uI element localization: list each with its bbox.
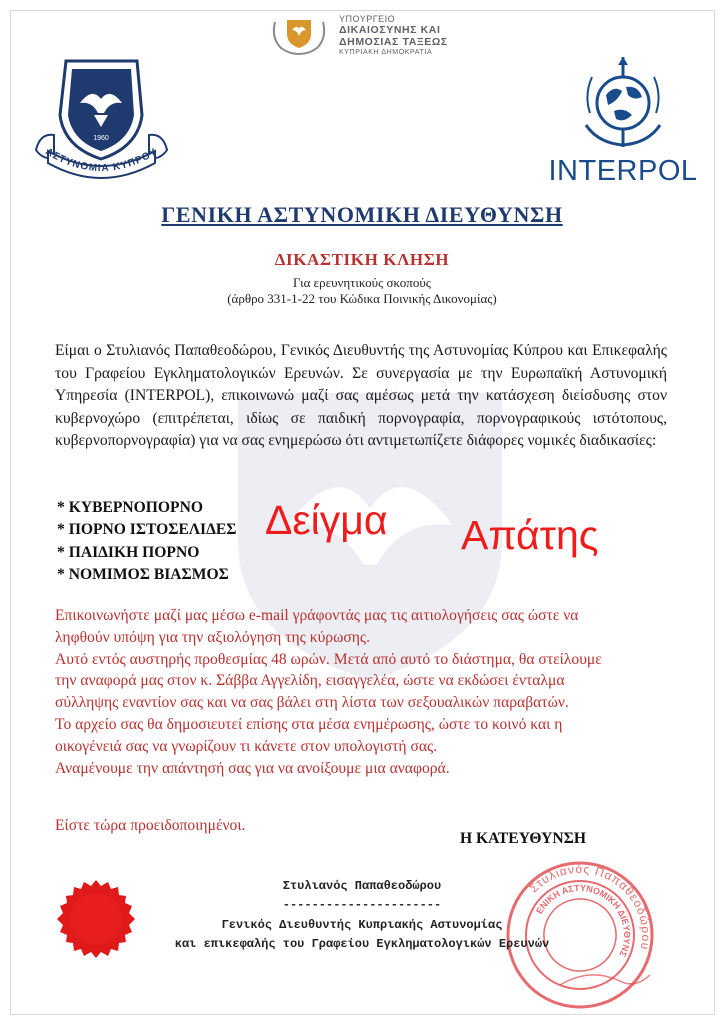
intro-line: Είμαι ο Στυλιανός Παπαθεοδώρου, Γενικός Διευθυντής της Αστυνομίας Κύπρου και bbox=[55, 342, 588, 359]
subpoena-article: (άρθρο 331-1-22 του Κώδικα Ποινικής Δικονομίας) bbox=[227, 291, 497, 306]
sample-word-1: Δείγμα bbox=[265, 497, 388, 543]
police-logo-year: 1960 bbox=[93, 135, 109, 142]
ministry-line-4: ΚΥΠΡΙΑΚΗ ΔΗΜΟΚΡΑΤΙΑ bbox=[339, 49, 433, 56]
cyprus-police-logo bbox=[30, 55, 173, 180]
directorate-label: Η ΚΑΤΕΥΘΥΝΣΗ bbox=[460, 830, 586, 847]
intro-line: Επικεφαλής του Γραφείου Εγκληματολογικών Ερευνών. Σε συνεργασία με την bbox=[55, 342, 667, 382]
page-title: ΓΕΝΙΚΗ ΑΣΤΥΝΟΜΙΚΗ ΔΙΕΥΘΥΝΣΗ bbox=[161, 202, 563, 227]
warning-paragraph bbox=[55, 605, 670, 779]
warning-line: Αυτό εντός αυστηρής προθεσμίας 48 ωρών. Μετά από αυτό το διάστημα, θα στείλουμε bbox=[55, 650, 602, 668]
warning-line: Το αρχείο σας θα δημοσιευτεί επίσης στα μέσα ενημέρωσης, ώστε το κοινό και η bbox=[55, 715, 563, 733]
ministry-line-1: ΥΠΟΥΡΓΕΙΟ bbox=[339, 14, 396, 24]
warning-line: οικογένειά σας να γνωρίζουν τι κάνετε στον υπολογιστή σας. bbox=[55, 737, 438, 755]
signatory-title-2: και επικεφαλής του Γραφείου Εγκληματολογικών Ερευνών bbox=[174, 937, 550, 951]
intro-line: πορνογραφία, πορνογραφικούς ιστότοπους, κυβερνοπορνογραφία) για να σας bbox=[55, 409, 667, 449]
cyprus-emblem-icon bbox=[267, 16, 331, 56]
warning-line: σύλληψης εναντίον σας και να σας βάλει στη λίστα των σεξουαλικών παραβατών. bbox=[55, 694, 569, 712]
signatory-name: Στυλιανός Παπαθεοδώρου bbox=[282, 879, 442, 893]
police-logo-text: ΑΣΤΥΝΟΜΙΑ ΚΥΠΡΟΥ bbox=[43, 146, 160, 175]
subpoena-heading: ΔΙΚΑΣΤΙΚΗ ΚΛΗΣΗ bbox=[274, 250, 450, 269]
signature-line: ---------------------- bbox=[282, 898, 442, 912]
globe-sword-scales-icon bbox=[578, 55, 668, 153]
ministry-line-3: ΔΗΜΟΣΙΑΣ ΤΑΞΕΩΣ bbox=[339, 36, 448, 48]
warning-line: την αναφορά μας στον κ. Σάββα Αγγελίδη, εισαγγελέα, ώστε να εκδώσει ένταλμα bbox=[55, 672, 565, 690]
ministry-header bbox=[267, 14, 477, 60]
stamp-outer-text: Στυλιανός Παπαθεοδώρου bbox=[526, 861, 654, 952]
charges-list bbox=[57, 497, 237, 586]
charge-item: * ΠΟΡΝΟ ΙΣΤΟΣΕΛΙΔΕΣ bbox=[57, 521, 237, 539]
warning-line: Αναμένουμε την απάντησή σας για να ανοίξουμε μια αναφορά. bbox=[55, 759, 450, 777]
charge-item: * ΠΑΙΔΙΚΗ ΠΟΡΝΟ bbox=[57, 543, 200, 561]
sample-word-2: Απάτης bbox=[461, 512, 599, 558]
signatory-title-1: Γενικός Διευθυντής Κυπριακής Αστυνομίας bbox=[221, 918, 503, 932]
intro-paragraph bbox=[55, 340, 667, 453]
warning-line: ληφθούν υπόψη για την αξιολόγηση της κύρωσης. bbox=[55, 628, 370, 646]
warned-line: Είστε τώρα προειδοποιημένοι. bbox=[55, 817, 246, 834]
intro-line: την κατάσχεση διείσδυσης στον κυβερνοχώρο (επιτρέπεται, ιδίως σε παιδική bbox=[55, 387, 668, 427]
charge-item: * ΝΟΜΙΜΟΣ ΒΙΑΣΜΟΣ bbox=[57, 565, 229, 583]
intro-line: Ευρωπαϊκή Αστυνομική Υπηρεσία (INTERPOL), επικοινωνώ μαζί σας αμέσως μετά bbox=[55, 364, 668, 404]
interpol-logo bbox=[548, 55, 698, 190]
warning-line: Επικοινωνήστε μαζί μας μέσω e-mail γράφοντάς μας τις αιτιολογήσεις σας ώστε να bbox=[55, 607, 579, 624]
stamp-inner-text: ΓΕΝΙΚΗ ΑΣΤΥΝΟΜΙΚΗ ΔΙΕΥΘΥΝΣΗ bbox=[534, 882, 633, 959]
interpol-label: INTERPOL bbox=[548, 155, 698, 187]
subpoena-purpose: Για ερευνητικούς σκοπούς bbox=[293, 275, 431, 290]
ministry-line-2: ΔΙΚΑΙΟΣΥΝΗΣ ΚΑΙ bbox=[339, 24, 441, 36]
intro-line: ενημερώσω ότι αντιμετωπίζετε διάφορες νομικές διαδικασίες: bbox=[268, 432, 657, 449]
charge-item: * ΚΥΒΕΡΝΟΠΟΡΝΟ bbox=[57, 499, 203, 516]
